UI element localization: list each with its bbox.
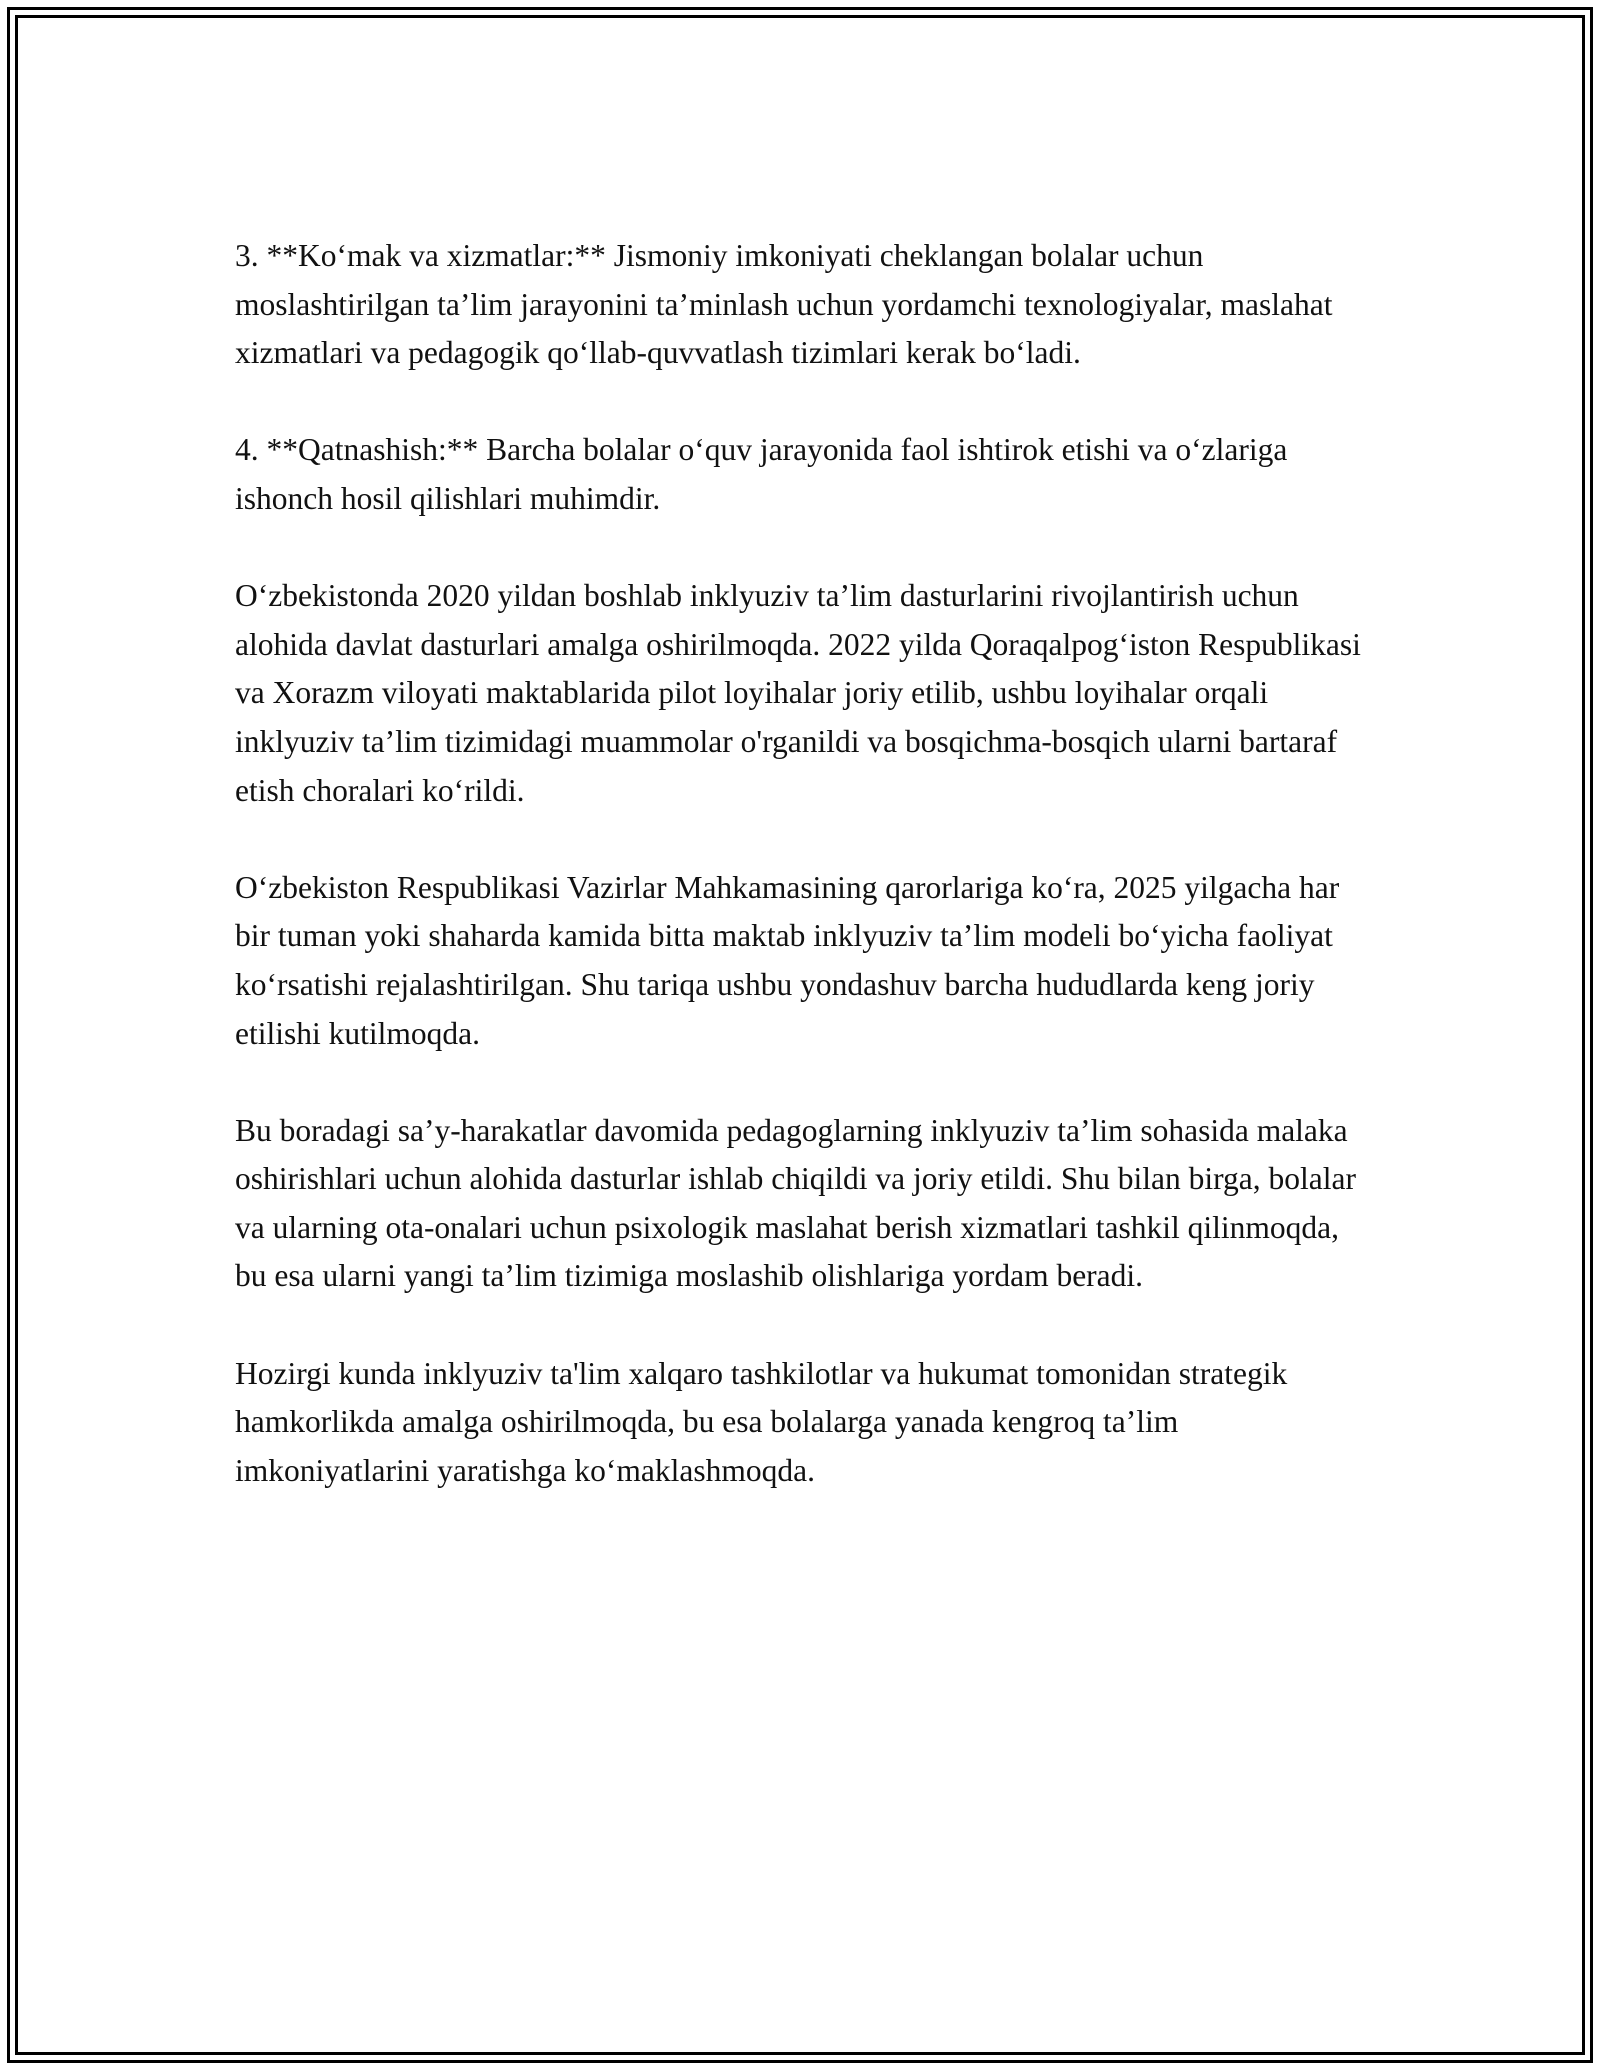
document-body (235, 232, 1375, 1495)
paragraph-uzbekistan-programs: O‘zbekistonda 2020 yildan boshlab inklyuziv ta’lim dasturlarini rivojlantirish uchun alohida davlat dasturlari amalga oshirilmoqda. 2022 yilda Qoraqalpog‘iston Respublikasi va Xorazm viloyati maktablarida pilot loyihalar joriy etilib, ushbu loyihalar orqali inklyuziv ta’lim tizimidagi muammolar o'rganildi va bosqichma-bosqich ularni bartaraf etish choralari ko‘rildi. (235, 578, 1361, 808)
paragraph-support-services: 3. **Ko‘mak va xizmatlar:** Jismoniy imkoniyati cheklangan bolalar uchun moslashtirilgan ta’lim jarayonini ta’minlash uchun yordamchi texnologiyalar, maslahat xizmatlari va pedagogik qo‘llab-quvvatlash tizimlari kerak bo‘ladi. (235, 238, 1333, 371)
paragraph-participation: 4. **Qatnashish:** Barcha bolalar o‘quv jarayonida faol ishtirok etishi va o‘zlariga ishonch hosil qilishlari muhimdir. (235, 432, 1288, 516)
paragraph-teacher-training: Bu boradagi sa’y-harakatlar davomida pedagoglarning inklyuziv ta’lim sohasida malaka oshirishlari uchun alohida dasturlar ishlab chiqildi va joriy etildi. Shu bilan birga, bolalar va ularning ota-onalari uchun psixologik maslahat berish xizmatlari tashkil qilinmoqda, bu esa ularni yangi ta’lim tizimiga moslashib olishlariga yordam beradi. (235, 1112, 1356, 1294)
paragraph-cabinet-decisions: O‘zbekiston Respublikasi Vazirlar Mahkamasining qarorlariga ko‘ra, 2025 yilgacha har bir tuman yoki shaharda kamida bitta maktab inklyuziv ta’lim modeli bo‘yicha faoliyat ko‘rsatishi rejalashtirilgan. Shu tariqa ushbu yondashuv barcha hududlarda keng joriy etilishi kutilmoqda. (235, 869, 1340, 1051)
paragraph-international-cooperation: Hozirgi kunda inklyuziv ta'lim xalqaro tashkilotlar va hukumat tomonidan strategik hamkorlikda amalga oshirilmoqda, bu esa bolalarga yanada kengroq ta’lim imkoniyatlarini yaratishga ko‘maklashmoqda. (235, 1355, 1288, 1488)
